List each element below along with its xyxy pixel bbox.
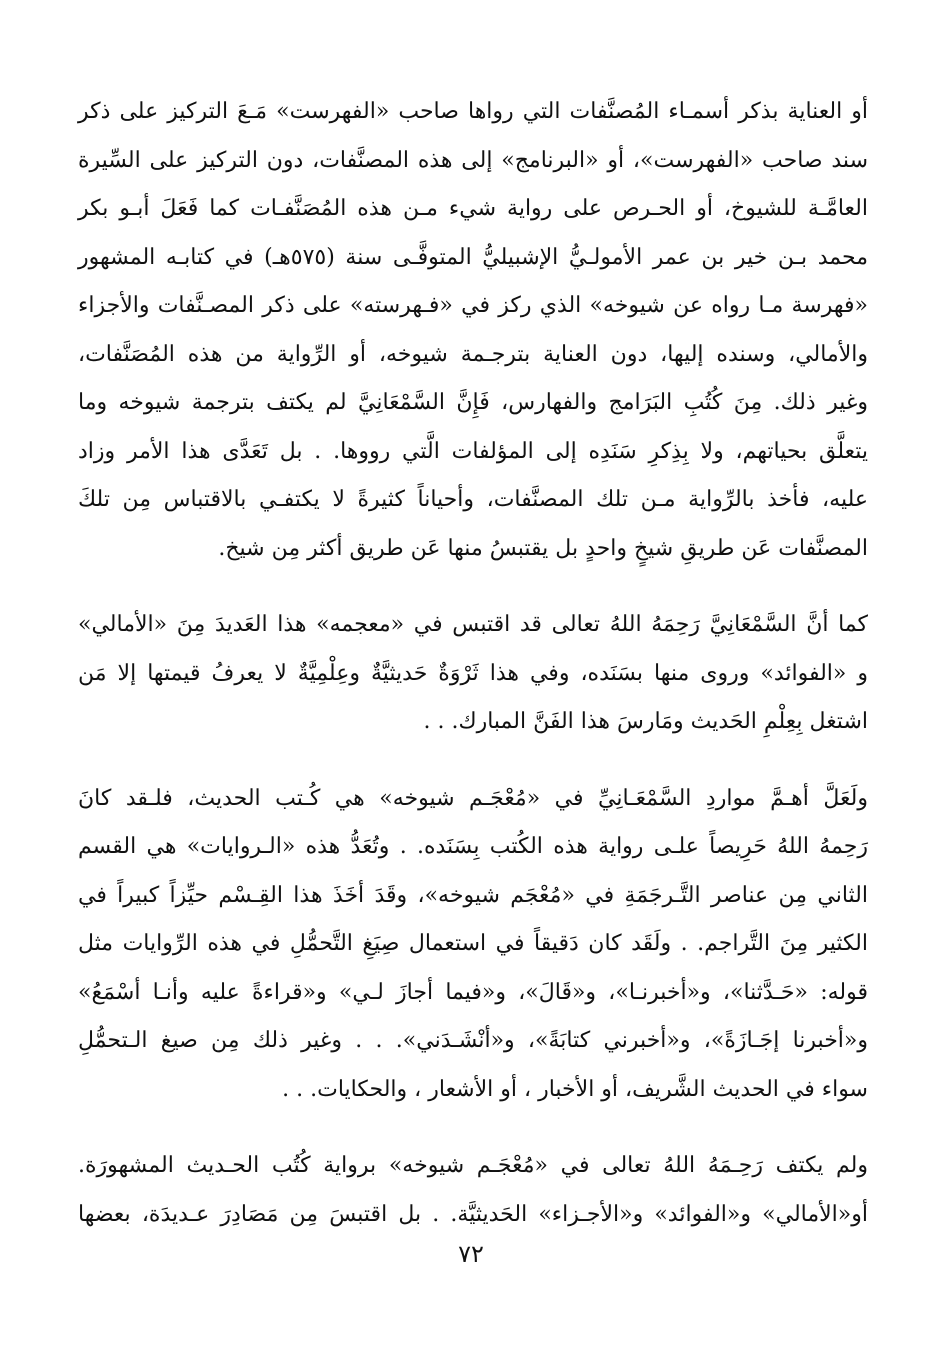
text-line: و «الفوائد» وروى منها بسَنَده، وفي هذا ثَرْوَةٌ حَديثيَّةٌ وعِلْمِيَّةٌ لا يعرفُ قيمتها إلا مَن: [78, 660, 868, 686]
text-line: العامَّـة للشيوخ، أو الحـرص على رواية شيء مـن هذه المُصَنَّفـات كما فَعَلَ أبـو بكر: [78, 196, 868, 221]
page-body: [78, 88, 868, 1239]
paragraph-2: [78, 601, 868, 747]
text-line: سند صاحب «الفهرست»، أو «البرنامج» إلى هذه المصنَّفات، دون التركيز على السِّيرة: [78, 147, 868, 173]
text-line: و«أخبرنا إجَـازَةً»، و«أخبرني كتابَةً»، و«أنْشَـدَني». . . وغير ذلك مِن صيغ الـتحمُّلِ: [78, 1028, 868, 1053]
text-line: وغير ذلك. مِنَ كُتُبِ البَرَامج والفهارس، فَإِنَّ السَّمْعَانِيَّ لم يكتف بترجمة شيوخه وما: [78, 390, 868, 415]
text-line: أو«الأمالي» و«الفوائد» و«الأجـزاء» الحَديثيَّة. . بل اقتبسَ مِن مَصَادِرَ عـديدَة، بعضها: [78, 1201, 868, 1227]
paragraph-gap: [78, 1114, 868, 1142]
text-line: كما أنَّ السَّمْعَانِيَّ رَحِمَهُ اللهُ تعالى قد اقتبس في «معجمه» هذا العَديدَ مِنَ «الأمالي»: [78, 612, 868, 637]
text-line: ولَعَلَّ أهـمَّ مواردِ السَّمْعَـانِيِّ في «مُعْجَـم شيوخه» هي كُـتب الحديث، فلـقد كانَ: [78, 785, 868, 811]
paragraph-gap: [78, 747, 868, 775]
text-line: والأمالي، وسنده إليها، دون العناية بترجـمة شيوخه، أو الرِّواية من هذه المُصَنَّفات،: [78, 341, 868, 367]
text-line: قوله: «حَـدَّثنا»، و«أخبرنـا»، و«قَالَ»، و«فيما أجازَ لـي» و«قراءةً عليه وأنـا أسْمَعُ»: [78, 979, 868, 1005]
text-line: أو العناية بذكر أسمـاء المُصنَّفات التي رواها صاحب «الفهرست» مَـعَ التركيز على ذكر: [78, 99, 868, 124]
text-line: سواء في الحديث الشَّريف، أو الأخبار ، أو الأشعار ، والحكايات. . .: [282, 1076, 868, 1102]
text-line: اشتغل بِعِلْمِ الحَديث ومَارسَ هذا الفَنَّ المبارك. . .: [423, 709, 868, 734]
text-line: رَحِمهُ اللهُ حَرِيصاً علـى رواية هذه الكُتب بِسَنَده. . وتُعَدُّ هذه «الـروايات» هي القسم: [78, 834, 868, 859]
text-line: «فهرسة مـا رواه عن شيوخه» الذي ركز في «فـهرسته» على ذكر المصـنَّفات والأجزاء: [78, 293, 868, 318]
text-line: محمد بـن خير بن عمر الأمولـيُّ الإشبيليُّ المتوفَّـى سنة (٥٧٥هـ) في كتابـه المشهور: [78, 244, 868, 270]
paragraph-1: [78, 88, 868, 573]
text-line: عليه، فأخذ بالرِّواية مـن تلك المصنَّفات، وأحياناً كثيرةً لا يكتفـي بالاقتباس مِن تلكَ: [78, 487, 868, 512]
text-line: الثاني مِن عناصر التَّـرجَمَةِ في «مُعْجَم شيوخه»، وقَدَ أخَذَ هذا القِـسْم حيِّزاً كبيراً في: [78, 882, 868, 908]
paragraph-3: [78, 775, 868, 1115]
text-line: ولم يكتف رَحِـمَهُ اللهُ تعالى في «مُعْجَـم شيوخه» برواية كُتُب الحـديث المشهورَة.: [78, 1153, 868, 1178]
text-line: المصنَّفات عَن طريقِ شيخٍ واحدٍ بل يقتبسُ منها عَن طريق أكثر مِن شيخ.: [218, 535, 868, 561]
paragraph-gap: [78, 573, 868, 601]
text-line: يتعلَّق بحياتهم، ولا بِذِكرِ سَنَدِه إلى المؤلفات الَّتي رووها. . بل تَعَدَّى هذا الأمر وزاد: [78, 438, 868, 464]
text-line: الكثير مِنَ التَّراجم. . ولَقَد كان دَقيقاً في استعمال صِيَغِ التَّحمُّلِ في هذه الرِّوايات مثل: [78, 931, 868, 956]
page-number: ٧٢: [458, 1240, 484, 1268]
paragraph-4: [78, 1142, 868, 1239]
